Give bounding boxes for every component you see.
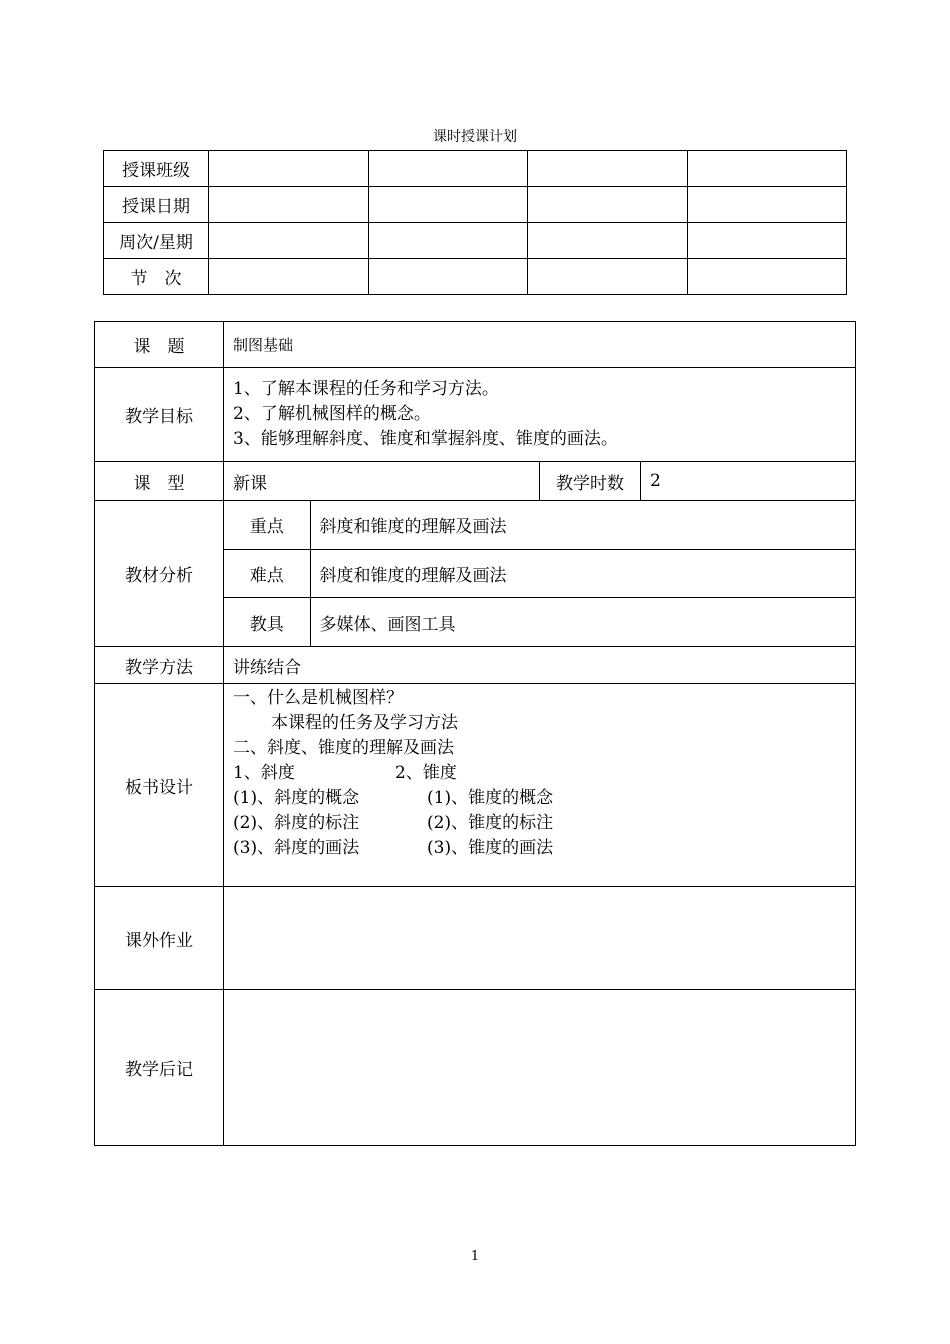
reflection-row (95, 990, 856, 1146)
schedule-cell[interactable] (687, 187, 847, 223)
teaching-aids-value[interactable]: 多媒体、画图工具 (319, 614, 456, 635)
objective-item: 3、能够理解斜度、锥度和掌握斜度、锥度的画法。 (233, 429, 618, 449)
schedule-cell[interactable] (687, 259, 847, 295)
homework-value[interactable] (224, 887, 856, 990)
difficulty-label: 难点 (224, 549, 310, 597)
board-design-label: 板书设计 (95, 684, 224, 887)
schedule-cell[interactable] (528, 151, 688, 187)
objective-item: 1、了解本课程的任务和学习方法。 (233, 379, 499, 399)
teaching-aids-row (224, 598, 855, 646)
objectives-label: 教学目标 (95, 368, 224, 462)
reflection-value[interactable] (224, 990, 856, 1146)
difficulty-value[interactable]: 斜度和锥度的理解及画法 (310, 549, 855, 597)
board-line: (3)、斜度的画法 (233, 838, 360, 858)
schedule-label-date: 授课日期 (104, 187, 209, 223)
objectives-list[interactable] (224, 368, 856, 462)
method-row (95, 647, 856, 684)
schedule-cell[interactable] (368, 259, 528, 295)
schedule-label-class: 授课班级 (104, 151, 209, 187)
material-analysis-row (95, 501, 856, 647)
schedule-cell[interactable] (368, 151, 528, 187)
board-line: (1)、锥度的概念 (427, 788, 554, 808)
board-line: 二、斜度、锥度的理解及画法 (233, 738, 454, 758)
schedule-cell[interactable] (687, 223, 847, 259)
schedule-row (104, 223, 847, 259)
schedule-cell[interactable] (528, 187, 688, 223)
difficulty-row (224, 549, 855, 597)
material-analysis-label: 教材分析 (95, 501, 224, 647)
schedule-cell[interactable] (687, 151, 847, 187)
schedule-row (104, 151, 847, 187)
board-line: (2)、斜度的标注 (233, 813, 360, 833)
page-number: 1 (470, 1249, 480, 1264)
method-label: 教学方法 (95, 647, 224, 684)
schedule-cell[interactable] (528, 223, 688, 259)
teaching-hours-value[interactable]: 2 (641, 462, 856, 501)
board-line: (2)、锥度的标注 (427, 813, 554, 833)
schedule-label-week: 周次/星期 (104, 223, 209, 259)
board-line: (3)、锥度的画法 (427, 838, 554, 858)
board-design-row (95, 684, 856, 887)
material-analysis-cell (224, 501, 856, 647)
teaching-aids-label: 教具 (224, 598, 310, 646)
board-line: (1)、斜度的概念 (233, 788, 360, 808)
schedule-cell[interactable] (209, 151, 369, 187)
board-line: 2、锥度 (395, 763, 457, 783)
method-value[interactable]: 讲练结合 (224, 647, 856, 684)
schedule-row (104, 187, 847, 223)
reflection-label: 教学后记 (95, 990, 224, 1146)
document-title: 课时授课计划 (433, 129, 517, 145)
schedule-cell[interactable] (368, 187, 528, 223)
lesson-plan-table (94, 321, 856, 1146)
homework-label: 课外作业 (95, 887, 224, 990)
board-line: 一、什么是机械图样？ (233, 688, 403, 708)
board-design-content[interactable] (224, 684, 856, 887)
lesson-type-label: 课 型 (95, 462, 224, 501)
key-point-label: 重点 (224, 501, 310, 549)
board-line: 1、斜度 (233, 763, 295, 783)
schedule-label-period: 节 次 (104, 259, 209, 295)
schedule-row (104, 259, 847, 295)
schedule-table (103, 150, 847, 295)
key-point-row (224, 501, 855, 549)
material-analysis-subtable (224, 501, 855, 646)
homework-row (95, 887, 856, 990)
schedule-cell[interactable] (209, 187, 369, 223)
schedule-cell[interactable] (528, 259, 688, 295)
lesson-type-row (95, 462, 856, 501)
schedule-cell[interactable] (209, 259, 369, 295)
schedule-cell[interactable] (209, 223, 369, 259)
topic-row (95, 322, 856, 368)
schedule-cell[interactable] (368, 223, 528, 259)
key-point-value[interactable]: 斜度和锥度的理解及画法 (310, 501, 855, 549)
board-line: 本课程的任务及学习方法 (271, 713, 458, 733)
topic-value[interactable]: 制图基础 (224, 322, 856, 368)
lesson-type-value[interactable]: 新课 (224, 462, 540, 501)
topic-label: 课 题 (95, 322, 224, 368)
teaching-hours-label: 教学时数 (540, 462, 641, 501)
objectives-row (95, 368, 856, 462)
objective-item: 2、了解机械图样的概念。 (233, 404, 431, 424)
